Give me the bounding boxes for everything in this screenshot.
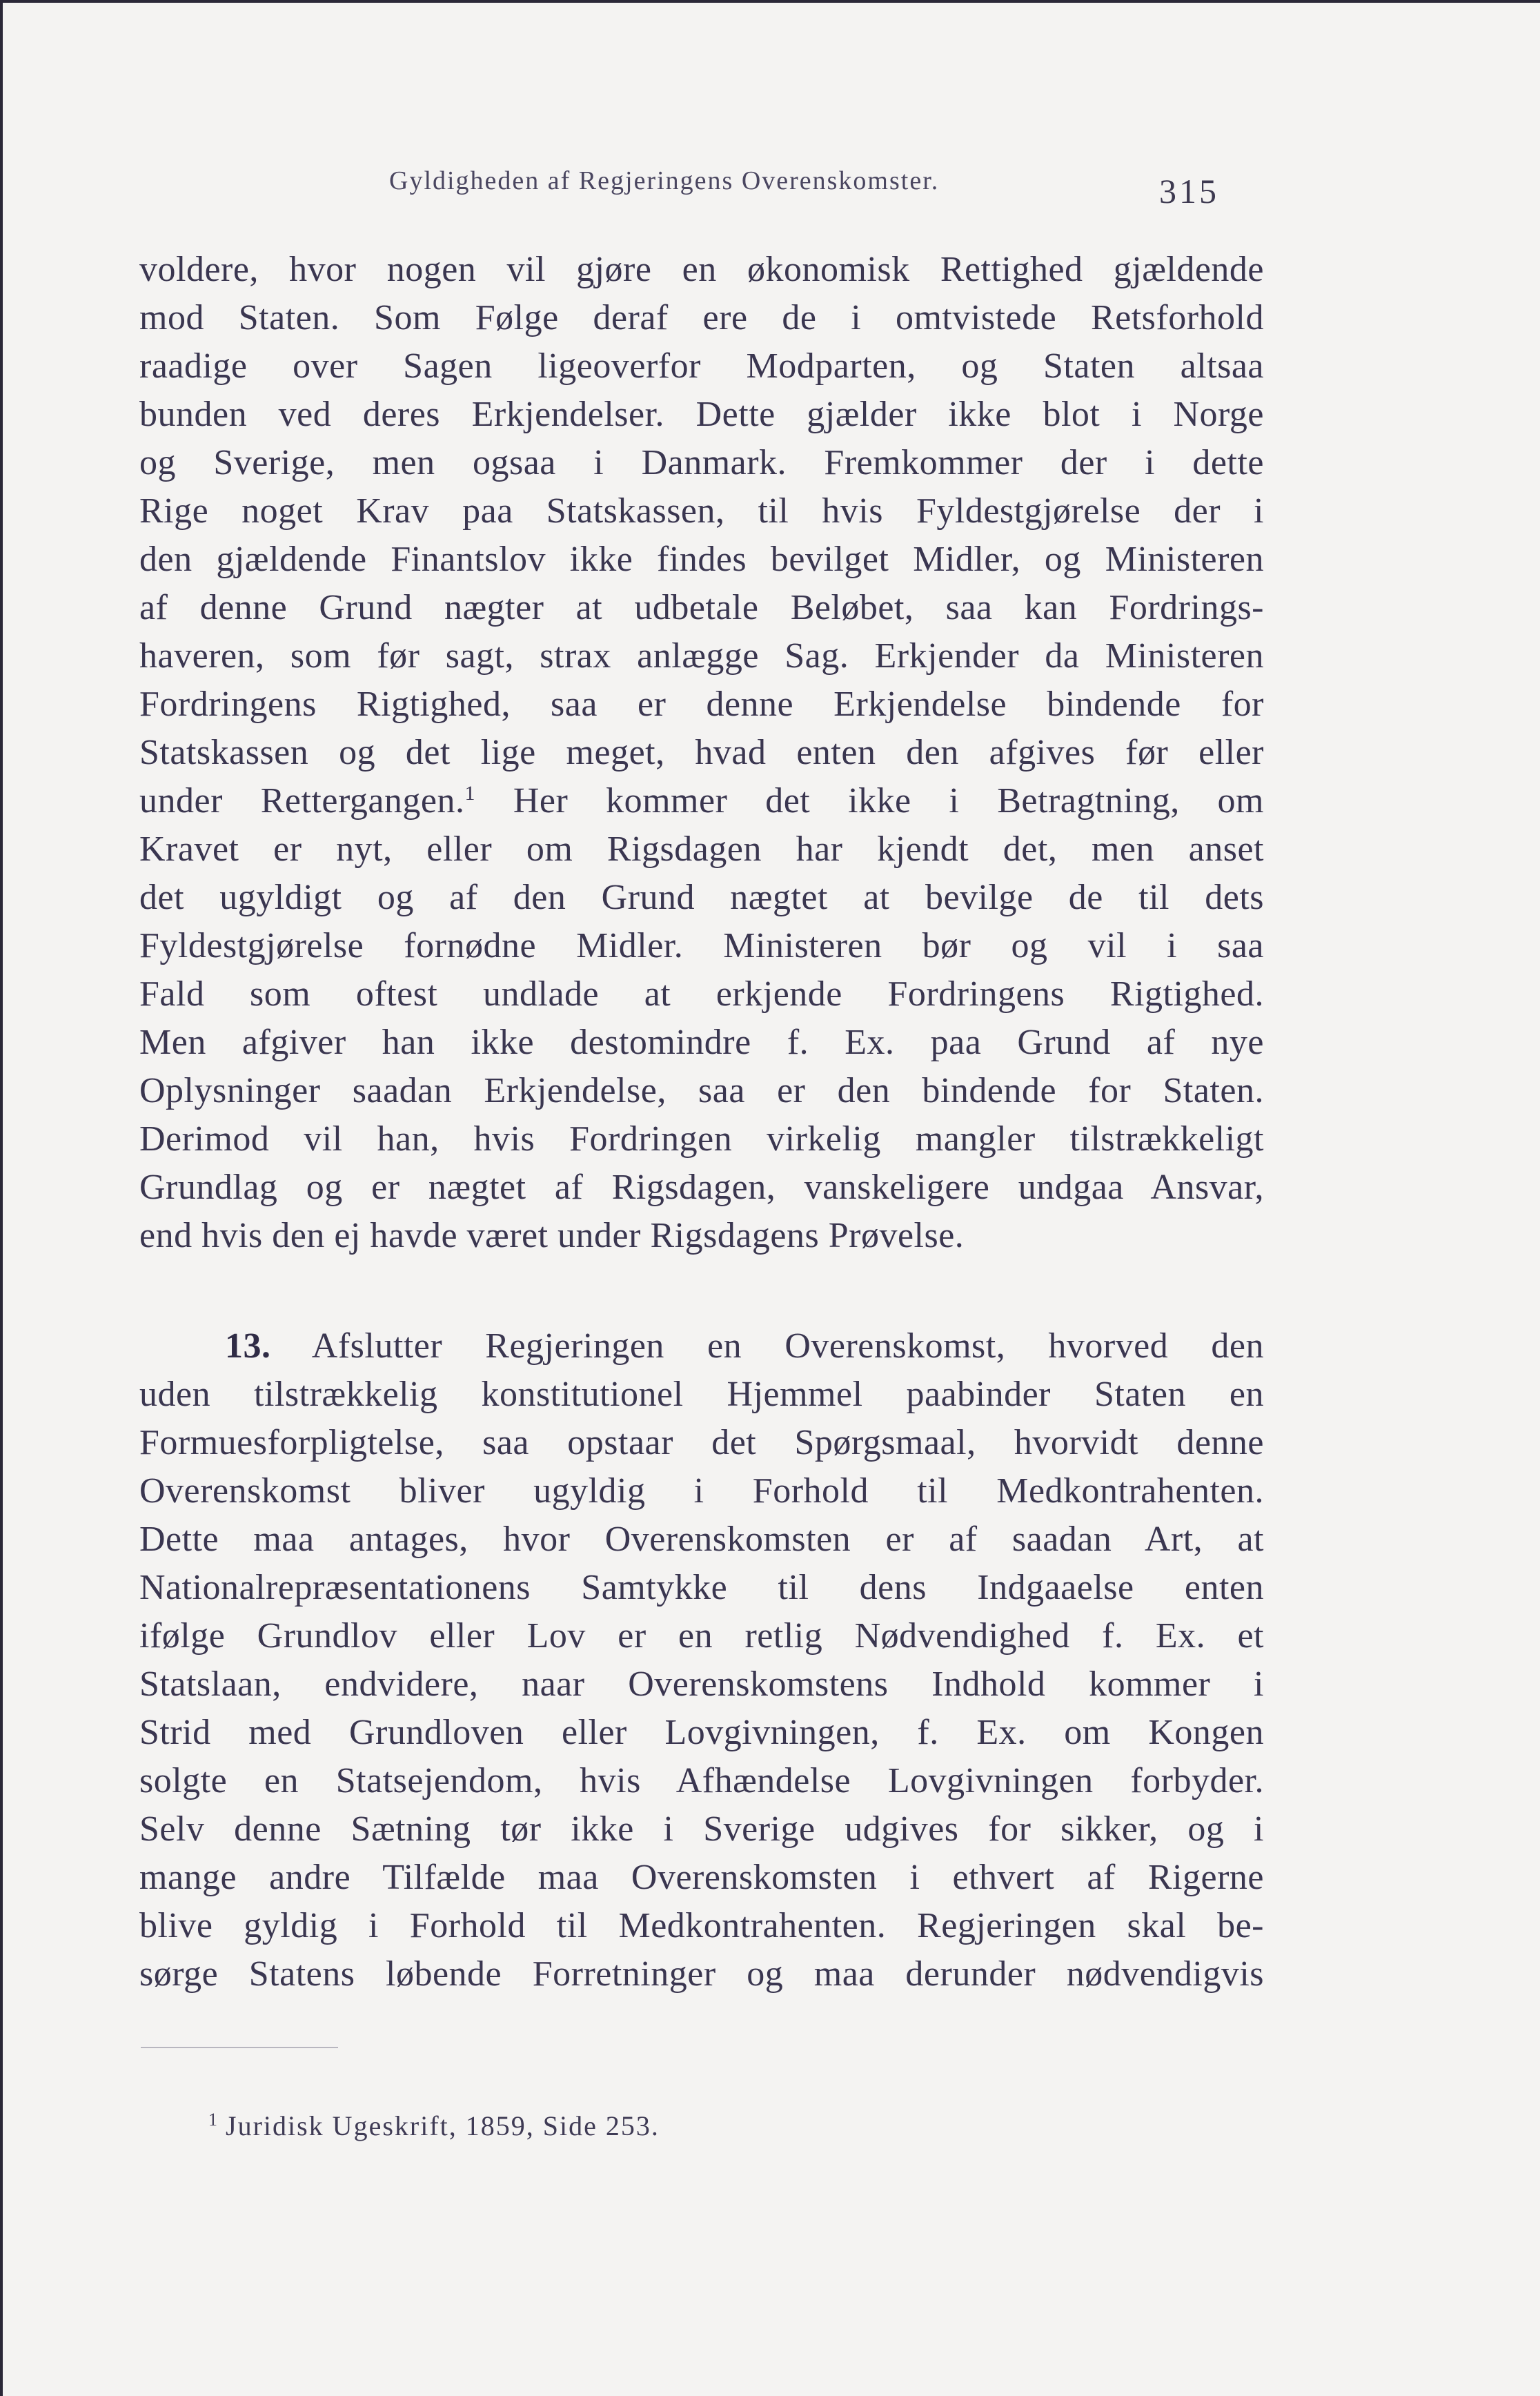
text-line: Kravet er nyt, eller om Rigsdagen har kjendt det, men anset — [139, 829, 1264, 869]
footnote-mark: 1 — [208, 2110, 219, 2130]
text-line: Statslaan, endvidere, naar Overenskomstens Indhold kommer i — [139, 1665, 1264, 1704]
text-line: Fyldestgjørelse fornødne Midler. Ministeren bør og vil i saa — [139, 926, 1264, 965]
text-segment: Afslutter Regjeringen en Overenskomst, hvorved den — [270, 1326, 1264, 1366]
section-number: 13. — [225, 1326, 271, 1366]
text-line: Dette maa antages, hvor Overenskomsten er af saadan Art, at — [139, 1520, 1264, 1559]
text-segment: Her kommer det ikke i Betragtning, om — [475, 781, 1264, 821]
text-segment: under Rettergangen. — [139, 781, 465, 821]
footnote-text: Juridisk Ugeskrift, 1859, Side 253. — [226, 2110, 660, 2141]
text-line: Statskassen og det lige meget, hvad enten den afgives før eller — [139, 733, 1264, 772]
running-head: Gyldigheden af Regjeringens Overenskomster. — [389, 166, 940, 195]
text-line: mod Staten. Som Følge deraf ere de i omtvistede Retsforhold — [139, 298, 1264, 337]
text-line: Formuesforpligtelse, saa opstaar det Spørgsmaal, hvorvidt denne — [139, 1423, 1264, 1462]
text-line: uden tilstrækkelig konstitutionel Hjemmel paabinder Staten en — [139, 1375, 1264, 1414]
footnote — [208, 2109, 660, 2143]
text-line: mange andre Tilfælde maa Overenskomsten i ethvert af Rigerne — [139, 1858, 1264, 1897]
text-line: og Sverige, men ogsaa i Danmark. Fremkommer der i dette — [139, 443, 1264, 482]
text-line: af denne Grund nægter at udbetale Beløbet, saa kan Fordrings- — [139, 588, 1264, 627]
text-line: bunden ved deres Erkjendelser. Dette gjælder ikke blot i Norge — [139, 395, 1264, 434]
text-line: det ugyldigt og af den Grund nægtet at bevilge de til dets — [139, 878, 1264, 917]
text-line: solgte en Statsejendom, hvis Afhændelse Lovgivningen forbyder. — [139, 1761, 1264, 1800]
text-line: Oplysninger saadan Erkjendelse, saa er den bindende for Staten. — [139, 1071, 1264, 1110]
footnote-reference: 1 — [464, 782, 475, 805]
text-line: Selv denne Sætning tør ikke i Sverige udgives for sikker, og i — [139, 1809, 1264, 1849]
page-number: 315 — [1159, 172, 1219, 210]
text-line: raadige over Sagen ligeoverfor Modparten, og Staten altsaa — [139, 346, 1264, 386]
text-line: Rige noget Krav paa Statskassen, til hvis Fyldestgjørelse der i — [139, 491, 1264, 531]
text-line: Fald som oftest undlade at erkjende Fordringens Rigtighed. — [139, 974, 1264, 1014]
text-line: blive gyldig i Forhold til Medkontrahenten. Regjeringen skal be- — [139, 1906, 1264, 1945]
footnote-separator — [141, 2047, 338, 2048]
text-line: den gjældende Finantslov ikke findes bevilget Midler, og Ministeren — [139, 540, 1264, 579]
text-line: Fordringens Rigtighed, saa er denne Erkjendelse bindende for — [139, 685, 1264, 724]
text-line: voldere, hvor nogen vil gjøre en økonomisk Rettighed gjældende — [139, 250, 1264, 289]
text-line: Men afgiver han ikke destomindre f. Ex. paa Grund af nye — [139, 1023, 1264, 1062]
text-line: sørge Statens løbende Forretninger og maa derunder nødvendigvis — [139, 1954, 1264, 1994]
text-line: Overenskomst bliver ugyldig i Forhold til Medkontrahenten. — [139, 1471, 1264, 1511]
text-line: ifølge Grundlov eller Lov er en retlig Nødvendighed f. Ex. et — [139, 1616, 1264, 1656]
text-line: end hvis den ej havde været under Rigsdagens Prøvelse. — [139, 1216, 965, 1255]
section-first-line — [225, 1322, 1264, 1371]
text-line: Grundlag og er nægtet af Rigsdagen, vanskeligere undgaa Ansvar, — [139, 1168, 1264, 1207]
text-line: haveren, som før sagt, strax anlægge Sag. Erkjender da Ministeren — [139, 636, 1264, 676]
text-line-with-footnote-ref — [139, 777, 1264, 825]
text-line: Nationalrepræsentationens Samtykke til dens Indgaaelse enten — [139, 1568, 1264, 1607]
text-line: Strid med Grundloven eller Lovgivningen, f. Ex. om Kongen — [139, 1713, 1264, 1752]
text-line: Derimod vil han, hvis Fordringen virkelig mangler tilstrækkeligt — [139, 1119, 1264, 1159]
